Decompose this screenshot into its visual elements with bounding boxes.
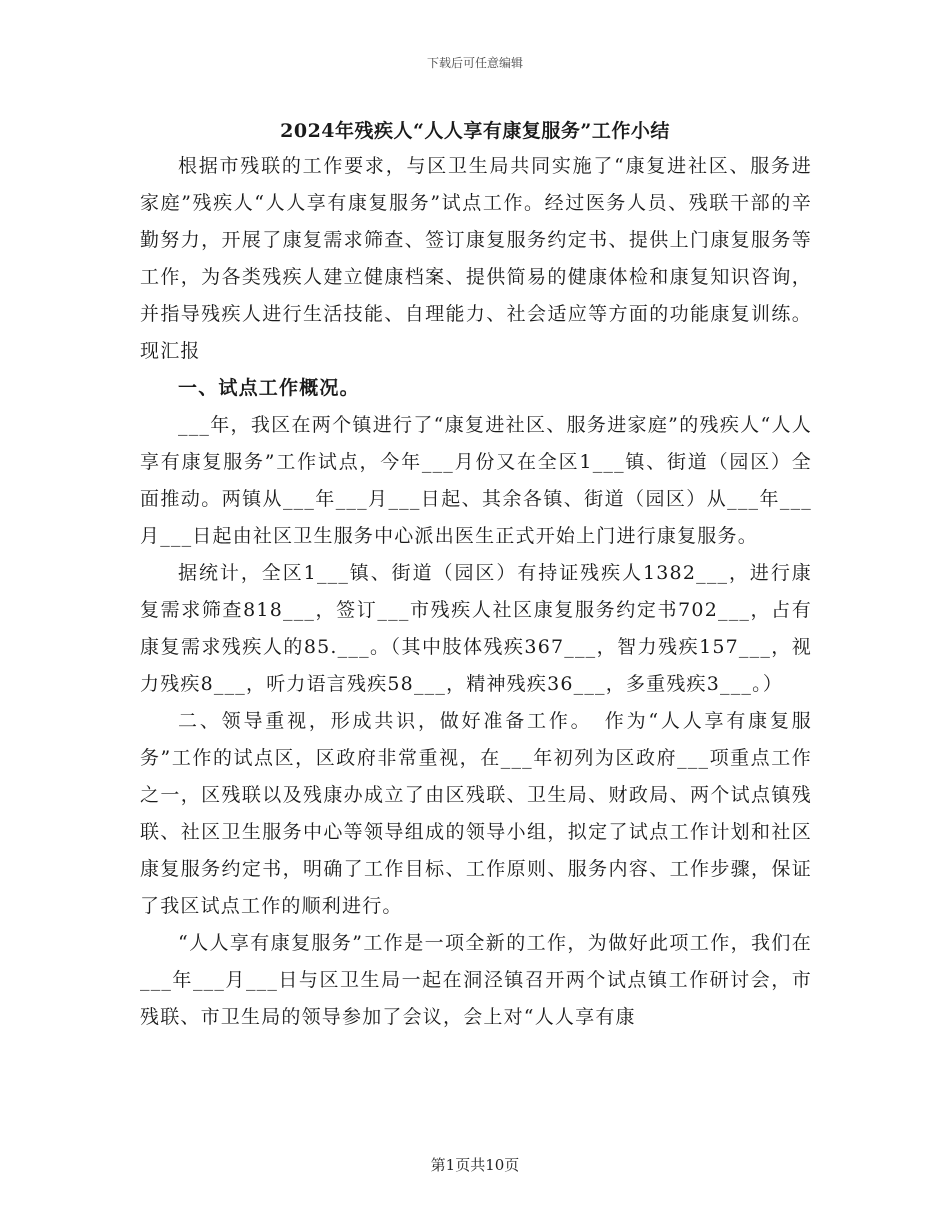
paragraph-seminar: “人人享有康复服务”工作是一项全新的工作，为做好此项工作，我们在___年___月___日与区卫生局一起在洞泾镇召开两个试点镇工作研讨会，市残联、市卫生局的领导参加了会议，会上对“人人享有康	[140, 932, 812, 1028]
page-number-footer: 第1页共10页	[430, 1156, 520, 1174]
section-heading-1: 一、试点工作概况。	[178, 377, 360, 399]
paragraph-statistics: 据统计，全区1___镇、街道（园区）有持证残疾人1382___，进行康复需求筛查818___，签订___市残疾人社区康复服务约定书702___，占有康复需求残疾人的85.___。（其中肢体残疾367___，智力残疾157___，视力残疾8___，听力语言残疾58___，精神残疾36___，多重残疾3___。）	[140, 562, 812, 695]
paragraph-intro: 根据市残联的工作要求，与区卫生局共同实施了“康复进社区、服务进家庭”残疾人“人人享有康复服务”试点工作。经过医务人员、残联干部的辛勤努力，开展了康复需求筛查、签订康复服务约定书、提供上门康复服务等工作，为各类残疾人建立健康档案、提供简易的健康体检和康复知识咨询，并指导残疾人进行生活技能、自理能力、社会适应等方面的功能康复训练。现汇报	[140, 155, 812, 362]
header-note: 下载后可任意编辑	[426, 56, 523, 70]
document-title: 2024年残疾人“人人享有康复服务”工作小结	[280, 120, 670, 142]
paragraph-leadership: 二、领导重视，形成共识，做好准备工作。 作为“人人享有康复服务”工作的试点区，区政府非常重视，在___年初列为区政府___项重点工作之一，区残联以及残康办成立了由区残联、卫生局、财政局、两个试点镇残联、社区卫生服务中心等领导组成的领导小组，拟定了试点工作计划和社区康复服务约定书，明确了工作目标、工作原则、服务内容、工作步骤，保证了我区试点工作的顺利进行。	[140, 710, 812, 917]
paragraph-overview: ___年，我区在两个镇进行了“康复进社区、服务进家庭”的残疾人“人人享有康复服务”工作试点，今年___月份又在全区1___镇、街道（园区）全面推动。两镇从___年___月___日起、其余各镇、街道（园区）从___年___月___日起由社区卫生服务中心派出医生正式开始上门进行康复服务。	[140, 414, 812, 547]
document-body	[140, 148, 812, 1036]
